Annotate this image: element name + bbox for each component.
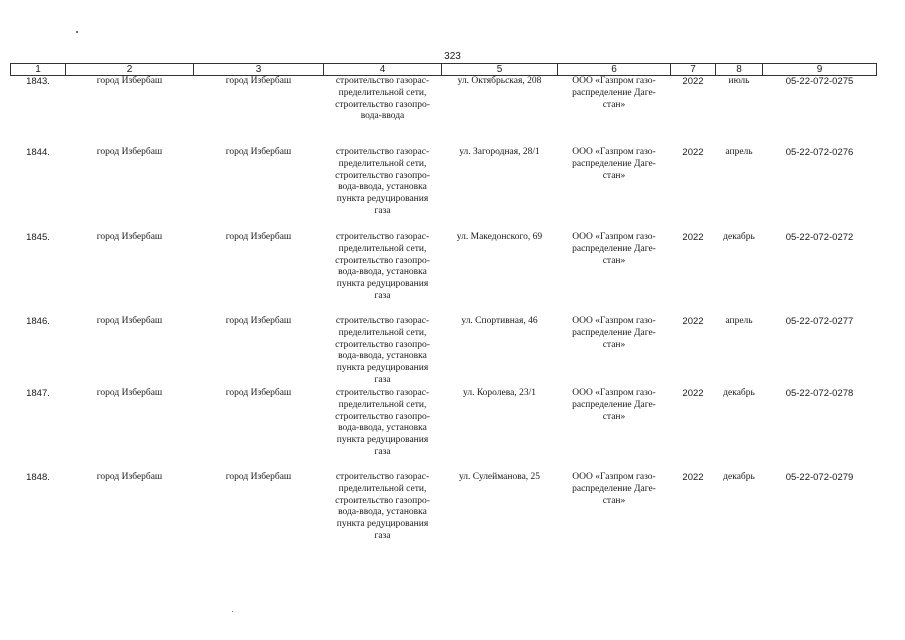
- month-cell: июль: [728, 76, 750, 86]
- table-row: [11, 472, 877, 544]
- code-cell: 05-22-072-0272: [785, 232, 854, 243]
- address-cell: ул. Сулейманова, 25: [458, 472, 541, 482]
- scan-speck: [232, 611, 233, 612]
- header-row: [11, 64, 877, 76]
- month-cell: апрель: [725, 147, 753, 157]
- month-cell: апрель: [725, 316, 753, 326]
- code-cell: 05-22-072-0279: [785, 472, 854, 483]
- settlement-cell: город Избербаш: [225, 316, 292, 326]
- column-header: 9: [763, 64, 877, 76]
- row-number-cell: 1843.: [26, 76, 50, 87]
- organization-cell: ООО «Газпром газо- распределение Даге- стан»: [572, 388, 656, 422]
- row-number-cell: 1847.: [26, 388, 50, 399]
- table-row: [11, 232, 877, 316]
- work-type-cell: строительство газорас- пределительной сети, строительство газопро- вода-ввода: [335, 76, 430, 122]
- work-type-cell: строительство газорас- пределительной сети, строительство газопро- вода-ввода, установка пункта редуцирования газа: [335, 388, 430, 457]
- row-number-cell: 1848.: [26, 472, 50, 483]
- month-cell: декабрь: [723, 472, 755, 482]
- code-cell: 05-22-072-0276: [785, 147, 854, 158]
- year-cell: 2022: [682, 147, 704, 158]
- municipality-cell: город Избербаш: [96, 388, 163, 398]
- settlement-cell: город Избербаш: [225, 472, 292, 482]
- year-cell: 2022: [682, 316, 704, 327]
- municipality-cell: город Избербаш: [96, 76, 163, 86]
- row-number-cell: 1846.: [26, 316, 50, 327]
- column-header: 4: [324, 64, 442, 76]
- organization-cell: ООО «Газпром газо- распределение Даге- стан»: [572, 76, 656, 110]
- work-type-cell: строительство газорас- пределительной сети, строительство газопро- вода-ввода, установка пункта редуцирования газа: [335, 232, 430, 301]
- municipality-cell: город Избербаш: [96, 316, 163, 326]
- organization-cell: ООО «Газпром газо- распределение Даге- стан»: [572, 472, 656, 506]
- table-row: [11, 316, 877, 388]
- settlement-cell: город Избербаш: [225, 76, 292, 86]
- address-cell: ул. Македонского, 69: [456, 232, 543, 242]
- municipality-cell: город Избербаш: [96, 147, 163, 157]
- registry-table: [10, 63, 877, 544]
- year-cell: 2022: [682, 76, 704, 87]
- settlement-cell: город Избербаш: [225, 232, 292, 242]
- organization-cell: ООО «Газпром газо- распределение Даге- стан»: [572, 316, 656, 350]
- year-cell: 2022: [682, 232, 704, 243]
- address-cell: ул. Спортивная, 46: [461, 316, 538, 326]
- organization-cell: ООО «Газпром газо- распределение Даге- стан»: [572, 232, 656, 266]
- code-cell: 05-22-072-0277: [785, 316, 854, 327]
- row-number-cell: 1845.: [26, 232, 50, 243]
- month-cell: декабрь: [723, 232, 755, 242]
- address-cell: ул. Королева, 23/1: [463, 388, 536, 398]
- column-header: 1: [11, 64, 66, 76]
- column-header: 3: [194, 64, 324, 76]
- settlement-cell: город Избербаш: [225, 388, 292, 398]
- municipality-cell: город Избербаш: [96, 472, 163, 482]
- year-cell: 2022: [682, 472, 704, 483]
- scan-speck: [76, 31, 78, 33]
- table-row: [11, 76, 877, 148]
- municipality-cell: город Избербаш: [96, 232, 163, 242]
- column-header: 8: [716, 64, 763, 76]
- work-type-cell: строительство газорас- пределительной сети, строительство газопро- вода-ввода, установка пункта редуцирования газа: [335, 147, 430, 216]
- page-number: 323: [444, 51, 461, 62]
- column-header: 5: [442, 64, 558, 76]
- address-cell: ул. Октябрьская, 208: [457, 76, 542, 86]
- table-row: [11, 147, 877, 232]
- year-cell: 2022: [682, 388, 704, 399]
- code-cell: 05-22-072-0278: [785, 388, 854, 399]
- column-header: 6: [558, 64, 671, 76]
- code-cell: 05-22-072-0275: [785, 76, 854, 87]
- column-header: 2: [66, 64, 194, 76]
- address-cell: ул. Загородная, 28/1: [459, 147, 540, 157]
- column-header: 7: [671, 64, 716, 76]
- month-cell: декабрь: [723, 388, 755, 398]
- settlement-cell: город Избербаш: [225, 147, 292, 157]
- table-body: [11, 76, 877, 545]
- row-number-cell: 1844.: [26, 147, 50, 158]
- work-type-cell: строительство газорас- пределительной сети, строительство газопро- вода-ввода, установка пункта редуцирования газа: [335, 472, 430, 541]
- organization-cell: ООО «Газпром газо- распределение Даге- стан»: [572, 147, 656, 181]
- work-type-cell: строительство газорас- пределительной сети, строительство газопро- вода-ввода, установка пункта редуцирования газа: [335, 316, 430, 385]
- table-row: [11, 388, 877, 472]
